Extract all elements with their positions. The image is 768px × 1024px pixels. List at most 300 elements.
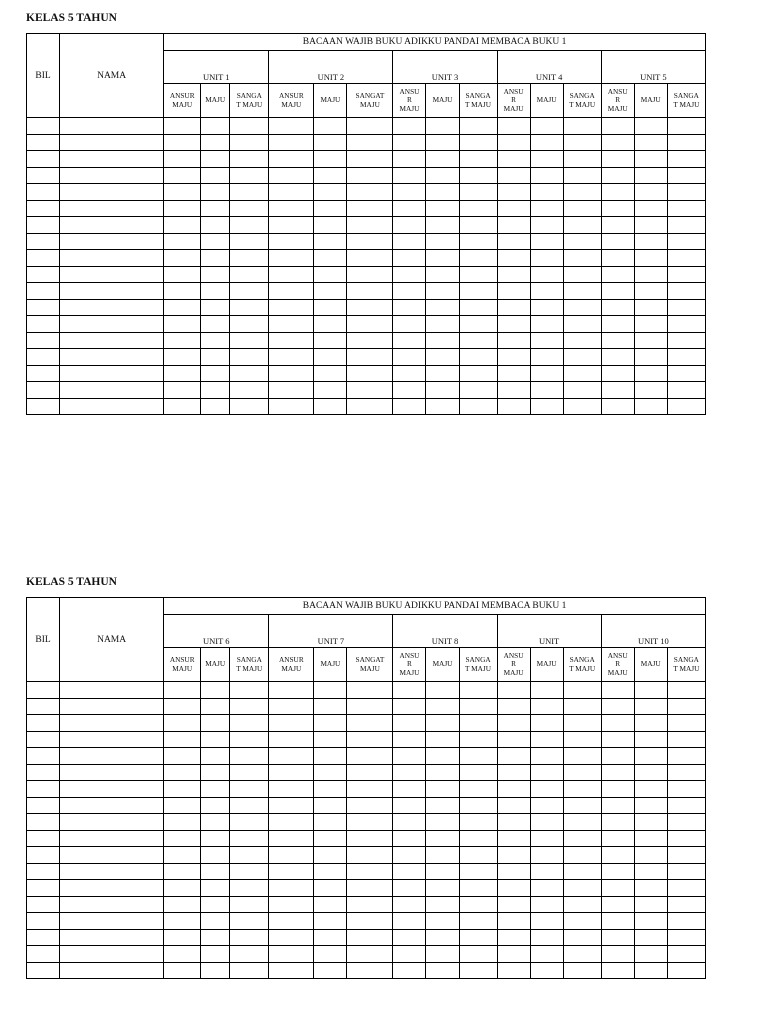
rating-cell[interactable]: [347, 731, 393, 748]
rating-cell[interactable]: [634, 715, 667, 732]
rating-cell[interactable]: [634, 682, 667, 699]
rating-cell[interactable]: [393, 349, 426, 366]
rating-cell[interactable]: [459, 316, 497, 333]
nama-cell[interactable]: [60, 715, 164, 732]
rating-cell[interactable]: [269, 880, 314, 897]
rating-cell[interactable]: [314, 382, 347, 399]
rating-cell[interactable]: [426, 316, 459, 333]
rating-cell[interactable]: [667, 830, 705, 847]
rating-cell[interactable]: [164, 797, 201, 814]
rating-cell[interactable]: [563, 847, 601, 864]
rating-cell[interactable]: [459, 167, 497, 184]
rating-cell[interactable]: [269, 814, 314, 831]
rating-cell[interactable]: [426, 781, 459, 798]
rating-cell[interactable]: [530, 913, 563, 930]
rating-cell[interactable]: [530, 299, 563, 316]
rating-cell[interactable]: [230, 946, 269, 963]
rating-cell[interactable]: [426, 731, 459, 748]
rating-cell[interactable]: [667, 929, 705, 946]
rating-cell[interactable]: [426, 863, 459, 880]
bil-cell[interactable]: [27, 847, 60, 864]
rating-cell[interactable]: [601, 167, 634, 184]
rating-cell[interactable]: [201, 731, 230, 748]
rating-cell[interactable]: [563, 896, 601, 913]
rating-cell[interactable]: [426, 913, 459, 930]
rating-cell[interactable]: [530, 184, 563, 201]
rating-cell[interactable]: [530, 847, 563, 864]
rating-cell[interactable]: [530, 946, 563, 963]
nama-cell[interactable]: [60, 151, 164, 168]
nama-cell[interactable]: [60, 946, 164, 963]
rating-cell[interactable]: [347, 715, 393, 732]
rating-cell[interactable]: [497, 748, 530, 765]
rating-cell[interactable]: [314, 250, 347, 267]
bil-cell[interactable]: [27, 863, 60, 880]
rating-cell[interactable]: [201, 830, 230, 847]
rating-cell[interactable]: [269, 250, 314, 267]
rating-cell[interactable]: [164, 332, 201, 349]
rating-cell[interactable]: [201, 382, 230, 399]
rating-cell[interactable]: [601, 151, 634, 168]
rating-cell[interactable]: [563, 299, 601, 316]
rating-cell[interactable]: [393, 847, 426, 864]
rating-cell[interactable]: [314, 847, 347, 864]
bil-cell[interactable]: [27, 929, 60, 946]
rating-cell[interactable]: [497, 847, 530, 864]
rating-cell[interactable]: [667, 748, 705, 765]
rating-cell[interactable]: [497, 962, 530, 979]
rating-cell[interactable]: [563, 332, 601, 349]
rating-cell[interactable]: [601, 698, 634, 715]
rating-cell[interactable]: [393, 682, 426, 699]
rating-cell[interactable]: [497, 398, 530, 415]
rating-cell[interactable]: [201, 398, 230, 415]
bil-cell[interactable]: [27, 814, 60, 831]
rating-cell[interactable]: [563, 863, 601, 880]
rating-cell[interactable]: [497, 929, 530, 946]
rating-cell[interactable]: [314, 880, 347, 897]
rating-cell[interactable]: [347, 880, 393, 897]
rating-cell[interactable]: [601, 233, 634, 250]
rating-cell[interactable]: [497, 118, 530, 135]
bil-cell[interactable]: [27, 349, 60, 366]
nama-cell[interactable]: [60, 316, 164, 333]
nama-cell[interactable]: [60, 731, 164, 748]
bil-cell[interactable]: [27, 748, 60, 765]
rating-cell[interactable]: [634, 698, 667, 715]
rating-cell[interactable]: [634, 332, 667, 349]
rating-cell[interactable]: [530, 929, 563, 946]
rating-cell[interactable]: [347, 184, 393, 201]
rating-cell[interactable]: [347, 830, 393, 847]
bil-cell[interactable]: [27, 398, 60, 415]
rating-cell[interactable]: [667, 731, 705, 748]
rating-cell[interactable]: [667, 962, 705, 979]
rating-cell[interactable]: [601, 250, 634, 267]
rating-cell[interactable]: [634, 217, 667, 234]
rating-cell[interactable]: [347, 748, 393, 765]
rating-cell[interactable]: [563, 316, 601, 333]
rating-cell[interactable]: [347, 962, 393, 979]
rating-cell[interactable]: [201, 913, 230, 930]
rating-cell[interactable]: [164, 299, 201, 316]
rating-cell[interactable]: [667, 398, 705, 415]
nama-cell[interactable]: [60, 184, 164, 201]
rating-cell[interactable]: [201, 929, 230, 946]
rating-cell[interactable]: [601, 382, 634, 399]
bil-cell[interactable]: [27, 151, 60, 168]
rating-cell[interactable]: [201, 134, 230, 151]
rating-cell[interactable]: [497, 698, 530, 715]
rating-cell[interactable]: [601, 896, 634, 913]
rating-cell[interactable]: [634, 200, 667, 217]
rating-cell[interactable]: [634, 929, 667, 946]
rating-cell[interactable]: [497, 184, 530, 201]
rating-cell[interactable]: [563, 266, 601, 283]
rating-cell[interactable]: [164, 349, 201, 366]
rating-cell[interactable]: [459, 118, 497, 135]
nama-cell[interactable]: [60, 847, 164, 864]
rating-cell[interactable]: [230, 748, 269, 765]
rating-cell[interactable]: [459, 748, 497, 765]
rating-cell[interactable]: [201, 781, 230, 798]
rating-cell[interactable]: [667, 847, 705, 864]
rating-cell[interactable]: [201, 266, 230, 283]
bil-cell[interactable]: [27, 184, 60, 201]
rating-cell[interactable]: [426, 896, 459, 913]
rating-cell[interactable]: [347, 349, 393, 366]
bil-cell[interactable]: [27, 299, 60, 316]
rating-cell[interactable]: [269, 382, 314, 399]
rating-cell[interactable]: [563, 715, 601, 732]
nama-cell[interactable]: [60, 365, 164, 382]
rating-cell[interactable]: [393, 781, 426, 798]
rating-cell[interactable]: [201, 896, 230, 913]
rating-cell[interactable]: [563, 118, 601, 135]
rating-cell[interactable]: [347, 134, 393, 151]
bil-cell[interactable]: [27, 896, 60, 913]
rating-cell[interactable]: [459, 880, 497, 897]
rating-cell[interactable]: [164, 731, 201, 748]
rating-cell[interactable]: [601, 814, 634, 831]
rating-cell[interactable]: [497, 797, 530, 814]
rating-cell[interactable]: [530, 134, 563, 151]
rating-cell[interactable]: [269, 731, 314, 748]
nama-cell[interactable]: [60, 781, 164, 798]
rating-cell[interactable]: [601, 217, 634, 234]
rating-cell[interactable]: [230, 830, 269, 847]
rating-cell[interactable]: [314, 731, 347, 748]
rating-cell[interactable]: [530, 781, 563, 798]
rating-cell[interactable]: [347, 814, 393, 831]
rating-cell[interactable]: [314, 151, 347, 168]
rating-cell[interactable]: [201, 863, 230, 880]
rating-cell[interactable]: [459, 299, 497, 316]
rating-cell[interactable]: [269, 365, 314, 382]
rating-cell[interactable]: [269, 929, 314, 946]
rating-cell[interactable]: [230, 118, 269, 135]
rating-cell[interactable]: [634, 316, 667, 333]
rating-cell[interactable]: [497, 946, 530, 963]
nama-cell[interactable]: [60, 217, 164, 234]
bil-cell[interactable]: [27, 365, 60, 382]
rating-cell[interactable]: [563, 283, 601, 300]
rating-cell[interactable]: [426, 962, 459, 979]
rating-cell[interactable]: [314, 167, 347, 184]
rating-cell[interactable]: [426, 847, 459, 864]
rating-cell[interactable]: [497, 299, 530, 316]
rating-cell[interactable]: [530, 283, 563, 300]
bil-cell[interactable]: [27, 134, 60, 151]
rating-cell[interactable]: [347, 797, 393, 814]
rating-cell[interactable]: [530, 398, 563, 415]
bil-cell[interactable]: [27, 250, 60, 267]
bil-cell[interactable]: [27, 682, 60, 699]
rating-cell[interactable]: [563, 913, 601, 930]
rating-cell[interactable]: [230, 266, 269, 283]
rating-cell[interactable]: [269, 316, 314, 333]
rating-cell[interactable]: [634, 962, 667, 979]
rating-cell[interactable]: [563, 682, 601, 699]
rating-cell[interactable]: [314, 863, 347, 880]
rating-cell[interactable]: [497, 266, 530, 283]
rating-cell[interactable]: [634, 896, 667, 913]
rating-cell[interactable]: [601, 715, 634, 732]
rating-cell[interactable]: [426, 382, 459, 399]
rating-cell[interactable]: [269, 830, 314, 847]
rating-cell[interactable]: [601, 184, 634, 201]
rating-cell[interactable]: [601, 962, 634, 979]
rating-cell[interactable]: [269, 781, 314, 798]
rating-cell[interactable]: [230, 398, 269, 415]
rating-cell[interactable]: [314, 184, 347, 201]
rating-cell[interactable]: [269, 863, 314, 880]
rating-cell[interactable]: [269, 398, 314, 415]
rating-cell[interactable]: [347, 200, 393, 217]
nama-cell[interactable]: [60, 929, 164, 946]
rating-cell[interactable]: [497, 283, 530, 300]
rating-cell[interactable]: [164, 217, 201, 234]
rating-cell[interactable]: [164, 847, 201, 864]
nama-cell[interactable]: [60, 962, 164, 979]
rating-cell[interactable]: [459, 913, 497, 930]
rating-cell[interactable]: [530, 250, 563, 267]
rating-cell[interactable]: [634, 365, 667, 382]
rating-cell[interactable]: [164, 134, 201, 151]
rating-cell[interactable]: [426, 814, 459, 831]
rating-cell[interactable]: [201, 847, 230, 864]
rating-cell[interactable]: [563, 830, 601, 847]
rating-cell[interactable]: [667, 316, 705, 333]
rating-cell[interactable]: [459, 365, 497, 382]
rating-cell[interactable]: [530, 365, 563, 382]
rating-cell[interactable]: [426, 365, 459, 382]
nama-cell[interactable]: [60, 814, 164, 831]
rating-cell[interactable]: [426, 299, 459, 316]
rating-cell[interactable]: [201, 748, 230, 765]
rating-cell[interactable]: [601, 398, 634, 415]
rating-cell[interactable]: [347, 863, 393, 880]
rating-cell[interactable]: [393, 715, 426, 732]
bil-cell[interactable]: [27, 880, 60, 897]
rating-cell[interactable]: [164, 250, 201, 267]
rating-cell[interactable]: [426, 764, 459, 781]
rating-cell[interactable]: [601, 365, 634, 382]
rating-cell[interactable]: [667, 365, 705, 382]
rating-cell[interactable]: [230, 151, 269, 168]
rating-cell[interactable]: [164, 151, 201, 168]
rating-cell[interactable]: [530, 715, 563, 732]
rating-cell[interactable]: [497, 715, 530, 732]
rating-cell[interactable]: [530, 233, 563, 250]
rating-cell[interactable]: [459, 863, 497, 880]
rating-cell[interactable]: [164, 682, 201, 699]
rating-cell[interactable]: [201, 299, 230, 316]
rating-cell[interactable]: [601, 946, 634, 963]
bil-cell[interactable]: [27, 316, 60, 333]
rating-cell[interactable]: [459, 283, 497, 300]
rating-cell[interactable]: [269, 698, 314, 715]
rating-cell[interactable]: [563, 962, 601, 979]
rating-cell[interactable]: [530, 814, 563, 831]
rating-cell[interactable]: [347, 266, 393, 283]
rating-cell[interactable]: [530, 266, 563, 283]
nama-cell[interactable]: [60, 118, 164, 135]
rating-cell[interactable]: [497, 863, 530, 880]
rating-cell[interactable]: [269, 349, 314, 366]
rating-cell[interactable]: [230, 167, 269, 184]
rating-cell[interactable]: [563, 167, 601, 184]
rating-cell[interactable]: [459, 962, 497, 979]
rating-cell[interactable]: [393, 962, 426, 979]
rating-cell[interactable]: [230, 332, 269, 349]
nama-cell[interactable]: [60, 250, 164, 267]
rating-cell[interactable]: [230, 847, 269, 864]
rating-cell[interactable]: [601, 200, 634, 217]
rating-cell[interactable]: [667, 382, 705, 399]
rating-cell[interactable]: [347, 382, 393, 399]
rating-cell[interactable]: [230, 797, 269, 814]
rating-cell[interactable]: [230, 814, 269, 831]
rating-cell[interactable]: [667, 913, 705, 930]
rating-cell[interactable]: [269, 682, 314, 699]
rating-cell[interactable]: [634, 349, 667, 366]
rating-cell[interactable]: [459, 398, 497, 415]
rating-cell[interactable]: [393, 332, 426, 349]
rating-cell[interactable]: [164, 764, 201, 781]
rating-cell[interactable]: [667, 266, 705, 283]
rating-cell[interactable]: [459, 715, 497, 732]
rating-cell[interactable]: [314, 698, 347, 715]
bil-cell[interactable]: [27, 962, 60, 979]
rating-cell[interactable]: [164, 929, 201, 946]
rating-cell[interactable]: [601, 929, 634, 946]
rating-cell[interactable]: [269, 797, 314, 814]
rating-cell[interactable]: [393, 250, 426, 267]
rating-cell[interactable]: [269, 134, 314, 151]
rating-cell[interactable]: [314, 233, 347, 250]
rating-cell[interactable]: [563, 814, 601, 831]
rating-cell[interactable]: [164, 748, 201, 765]
rating-cell[interactable]: [269, 748, 314, 765]
rating-cell[interactable]: [530, 731, 563, 748]
rating-cell[interactable]: [497, 880, 530, 897]
rating-cell[interactable]: [269, 283, 314, 300]
nama-cell[interactable]: [60, 698, 164, 715]
rating-cell[interactable]: [230, 896, 269, 913]
rating-cell[interactable]: [201, 880, 230, 897]
rating-cell[interactable]: [201, 946, 230, 963]
rating-cell[interactable]: [497, 349, 530, 366]
rating-cell[interactable]: [393, 365, 426, 382]
rating-cell[interactable]: [634, 184, 667, 201]
bil-cell[interactable]: [27, 698, 60, 715]
rating-cell[interactable]: [459, 731, 497, 748]
rating-cell[interactable]: [563, 184, 601, 201]
rating-cell[interactable]: [530, 151, 563, 168]
rating-cell[interactable]: [164, 863, 201, 880]
rating-cell[interactable]: [347, 929, 393, 946]
rating-cell[interactable]: [497, 913, 530, 930]
rating-cell[interactable]: [347, 946, 393, 963]
rating-cell[interactable]: [164, 896, 201, 913]
rating-cell[interactable]: [601, 781, 634, 798]
rating-cell[interactable]: [393, 814, 426, 831]
rating-cell[interactable]: [601, 316, 634, 333]
rating-cell[interactable]: [314, 814, 347, 831]
rating-cell[interactable]: [269, 266, 314, 283]
rating-cell[interactable]: [530, 118, 563, 135]
rating-cell[interactable]: [393, 118, 426, 135]
rating-cell[interactable]: [634, 233, 667, 250]
rating-cell[interactable]: [393, 299, 426, 316]
rating-cell[interactable]: [563, 217, 601, 234]
rating-cell[interactable]: [563, 365, 601, 382]
rating-cell[interactable]: [426, 167, 459, 184]
rating-cell[interactable]: [230, 200, 269, 217]
rating-cell[interactable]: [230, 316, 269, 333]
rating-cell[interactable]: [347, 299, 393, 316]
rating-cell[interactable]: [459, 847, 497, 864]
rating-cell[interactable]: [563, 880, 601, 897]
rating-cell[interactable]: [667, 184, 705, 201]
rating-cell[interactable]: [426, 332, 459, 349]
nama-cell[interactable]: [60, 167, 164, 184]
rating-cell[interactable]: [601, 797, 634, 814]
rating-cell[interactable]: [497, 365, 530, 382]
rating-cell[interactable]: [393, 797, 426, 814]
rating-cell[interactable]: [164, 283, 201, 300]
rating-cell[interactable]: [393, 764, 426, 781]
rating-cell[interactable]: [393, 880, 426, 897]
rating-cell[interactable]: [314, 764, 347, 781]
rating-cell[interactable]: [393, 217, 426, 234]
rating-cell[interactable]: [667, 781, 705, 798]
bil-cell[interactable]: [27, 731, 60, 748]
nama-cell[interactable]: [60, 913, 164, 930]
rating-cell[interactable]: [563, 698, 601, 715]
rating-cell[interactable]: [634, 880, 667, 897]
rating-cell[interactable]: [269, 200, 314, 217]
rating-cell[interactable]: [563, 382, 601, 399]
rating-cell[interactable]: [314, 200, 347, 217]
rating-cell[interactable]: [601, 830, 634, 847]
bil-cell[interactable]: [27, 266, 60, 283]
rating-cell[interactable]: [230, 365, 269, 382]
rating-cell[interactable]: [459, 184, 497, 201]
rating-cell[interactable]: [601, 847, 634, 864]
rating-cell[interactable]: [667, 863, 705, 880]
